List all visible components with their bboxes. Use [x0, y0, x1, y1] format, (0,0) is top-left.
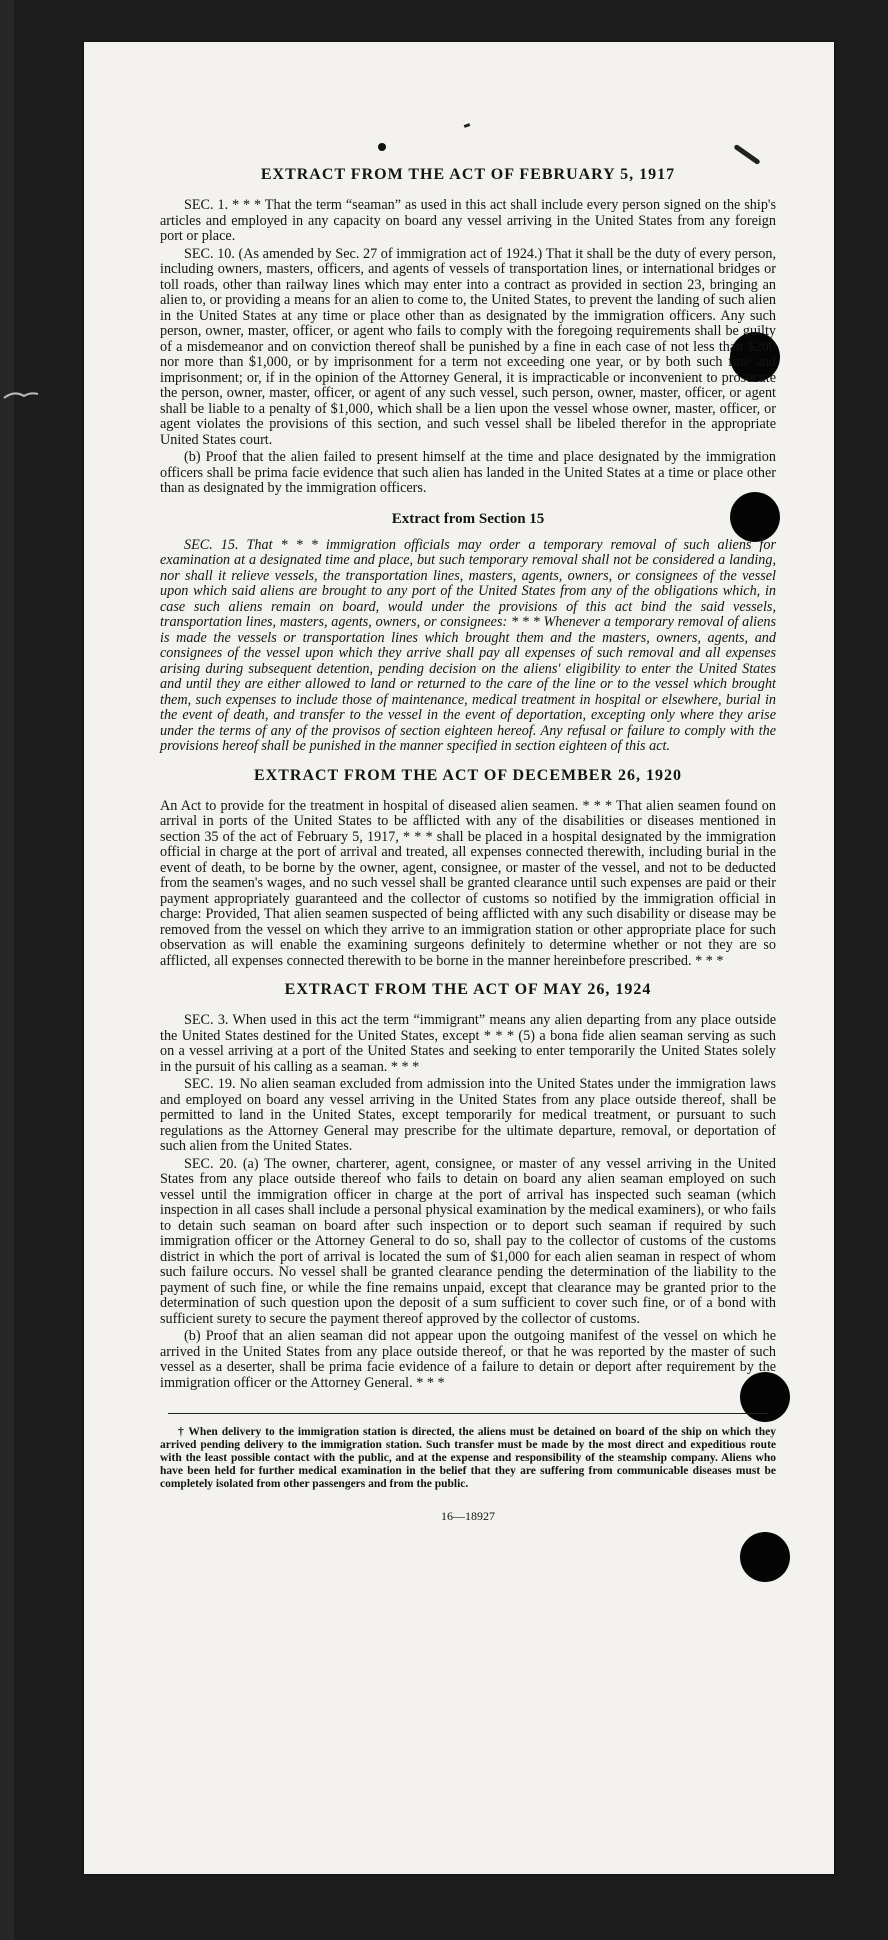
- punch-hole-4: [740, 1532, 790, 1582]
- section-15-text: SEC. 15. That * * * immigration officials may order a temporary removal of such aliens for examination at a designated time and place, but such temporary removal shall not be considered a landing, nor shall it relieve vessels, the transportation lines, masters, agents, owners, or consignees of the vessel upon which said aliens are brought to any port of the United States from any of the obligations which, in case such aliens remain on board, would under the provisions of this act bind the said vessels, transportation lines, masters, agents, owners, or consignees: * * * Whenever a temporary removal of aliens is made the vessels or transportation lines which brought them and the masters, owners, agents, and consignees of the vessel upon which they arrive shall pay all expenses of such removal and all expenses arising during subsequent detention, pending decision on the aliens' eligibility to enter the United States and until they are either allowed to land or returned to the care of the line or to the vessel which brought them, such expenses to include those of maintenance, medical treatment in hospital or elsewhere, burial in the event of death, and transfer to the vessel in the event of deportation, excepting only where they arise under the terms of any of the provisos of section eighteen hereof. Any refusal or failure to comply with the provisions hereof shall be punished in the manner specified in section eighteen of this act.: [160, 536, 776, 754]
- ink-tick: [464, 123, 471, 128]
- act-1917-sec-1: SEC. 1. * * * That the term “seaman” as used in this act shall include every person signed on the ship's articles and employed in any capacity on board any vessel arriving in the United States from any foreign port or place.: [160, 197, 776, 244]
- scan-edge: [0, 0, 14, 1940]
- form-number: 16—18927: [441, 1509, 495, 1523]
- footnote: † When delivery to the immigration station is directed, the aliens must be detained on board of the ship on which they arrived pending delivery to the immigration station. Such transfer must be made by the most direct and expeditious route with the least possible contact with the public, and at the expense and responsibility of the steamship company. Aliens who have been held for further medical examination in the belief that they are suffering from communicable diseases must be completely isolated from other passengers and from the public.: [160, 1426, 776, 1490]
- act-1924-sec-19: SEC. 19. No alien seaman excluded from admission into the United States under the immigration laws and employed on board any vessel arriving in the United States from any place outside thereof, shall be permitted to land in the United States, except temporarily for medical treatment, or pursuant to such regulations as the Attorney General may prescribe for the ultimate departure, removal, or deportation of such alien from the United States.: [160, 1076, 776, 1154]
- edge-mark: [2, 388, 40, 402]
- ink-dot: [378, 143, 386, 151]
- act-1917-sec-10: SEC. 10. (As amended by Sec. 27 of immigration act of 1924.) That it shall be the duty of every person, including owners, masters, officers, and agents of vessels of transportation lines, or international bridges or toll roads, other than railway lines which may enter into a contract as provided in section 23, bringing an alien to, or providing a means for an alien to come to, the United States, to prevent the landing of such alien in the United States at any time or place other than as designated by the immigration officers. Any such person, owner, master, officer, or agent who fails to comply with the foregoing requirements shall be guilty of a misdemeanor and on conviction thereof shall be punished by a fine in each case of not less than $200 nor more than $1,000, or by imprisonment for a term not exceeding one year, or by both such fine and imprisonment; or, if in the opinion of the Attorney General, it is impracticable or inconvenient to prosecute the person, owner, master, officer, or agent of any such vessel, such person, owner, master, officer, or agent shall be liable to a penalty of $1,000, which shall be a lien upon the vessel whose owner, master, officer, or agent violates the provisions of this section, and such vessel shall be libeled therefor in the appropriate United States court.: [160, 245, 776, 448]
- heading-section-15: Extract from Section 15: [391, 510, 545, 527]
- act-1917-sec-10b: (b) Proof that the alien failed to present himself at the time and place designated by the immigration officers shall be prima facie evidence that such alien has landed in the United States at a time or place other than as designated by the immigration officers.: [160, 449, 776, 496]
- act-1920-text: An Act to provide for the treatment in hospital of diseased alien seamen. * * * That alien seamen found on arrival in ports of the United States to be afflicted with any of the disabilities or diseases mentioned in section 35 of the act of February 5, 1917, * * * shall be placed in a hospital designated by the immigration official in charge at the port of arrival and treated, all expenses connected therewith, including burial in the event of death, to be borne by the owner, agent, consignee, or master of the vessel, and not to be deducted from the seamen's wages, and no such vessel shall be granted clearance until such expenses are paid or their payment appropriately guaranteed and the collector of customs so notified by the immigration official in charge: Provided, That alien seamen suspected of being afflicted with any such disability or disease may be removed from the vessel on which they arrive to an immigration station or other appropriate place for such observation as will enable the examining surgeons definitely to determine whether or not they are so afflicted, all expenses connected therewith to be borne in the manner hereinbefore prescribed. * * *: [160, 797, 776, 969]
- heading-act-1917: EXTRACT FROM THE ACT OF FEBRUARY 5, 1917: [260, 166, 676, 183]
- heading-act-1920: EXTRACT FROM THE ACT OF DECEMBER 26, 1920: [253, 766, 682, 784]
- document-content: [160, 166, 776, 1524]
- act-1924-sec-20a: SEC. 20. (a) The owner, charterer, agent, consignee, or master of any vessel arriving in the United States from any place outside thereof who fails to detain on board any alien seaman employed on such vessel until the immigration officer in charge at the port of arrival has inspected such seaman (which inspection in all cases shall include a personal physical examination by the medical examiners), or who fails to detain such seaman on board after such inspection or to deport such seaman if required by such immigration officer or the Attorney General to do so, shall pay to the collector of customs of the customs district in which the port of arrival is located the sum of $1,000 for each alien seaman in respect of whom such failure occurs. No vessel shall be granted clearance pending the determination of the liability to the payment of such fine, or while the fine remains unpaid, except that clearance may be granted prior to the determination of such question upon the deposit of a sum sufficient to cover such fine, or of a bond with sufficient surety to secure the payment thereof approved by the collector of customs.: [160, 1155, 776, 1327]
- act-1924-sec-3: SEC. 3. When used in this act the term “immigrant” means any alien departing from any place outside the United States destined for the United States, except * * * (5) a bona fide alien seaman serving as such on a vessel arriving at a port of the United States and seeking to enter temporarily the United States solely in the pursuit of his calling as a seaman. * * *: [160, 1012, 776, 1075]
- heading-act-1924: EXTRACT FROM THE ACT OF MAY 26, 1924: [284, 981, 652, 998]
- pen-mark: [733, 144, 760, 165]
- act-1924-sec-20b: (b) Proof that an alien seaman did not appear upon the outgoing manifest of the vessel on which he arrived in the United States from any place outside thereof, or that he was reported by the master of such vessel as a deserter, shall be prima facie evidence of a failure to detain or deport after requirement by the immigration officer or the Attorney General. * * *: [160, 1328, 776, 1391]
- footnote-divider: [168, 1413, 768, 1414]
